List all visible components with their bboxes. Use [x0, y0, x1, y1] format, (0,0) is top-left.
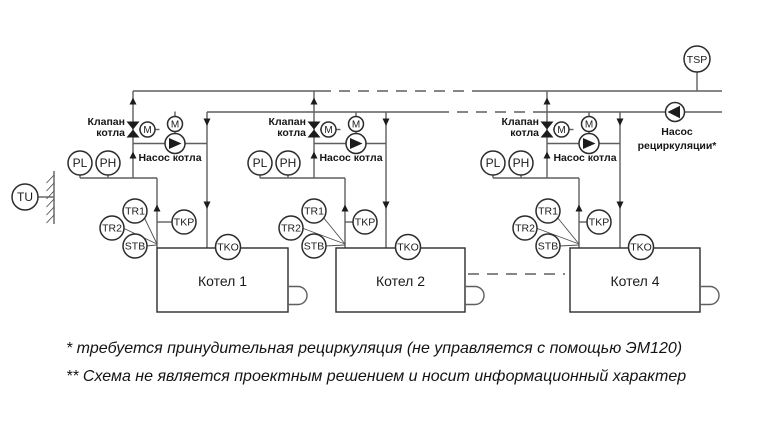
boiler2-pump-label: Насос котла	[319, 152, 383, 164]
boiler4-tr1-sensor	[536, 199, 560, 223]
svg-text:TR2: TR2	[281, 222, 301, 235]
svg-text:STB: STB	[537, 240, 559, 253]
boiler4-valve-icon	[541, 122, 554, 138]
svg-text:STB: STB	[124, 240, 146, 253]
boiler1-outlet-curl-icon	[288, 287, 307, 305]
svg-text:TKO: TKO	[217, 241, 239, 254]
boiler1-pump-icon	[165, 134, 185, 154]
svg-text:PH: PH	[512, 156, 530, 170]
boiler2-tr1-sensor	[302, 199, 326, 223]
tu-sensor-label: TU	[17, 190, 33, 204]
boiler4-tr2-sensor	[513, 216, 537, 240]
svg-text:TR1: TR1	[304, 205, 324, 218]
boiler4-stb-sensor	[536, 234, 560, 258]
boiler2-pump-motor-icon	[349, 112, 364, 135]
boiler1-pump-label: Насос котла	[138, 152, 202, 164]
boiler4-valve-motor-icon	[553, 122, 574, 137]
boiler1-pump-motor-icon	[168, 112, 183, 135]
svg-text:TKP: TKP	[588, 216, 610, 229]
svg-text:TKP: TKP	[354, 216, 376, 229]
boiler4-label: Котел 4	[610, 273, 660, 289]
boiler4-tko-sensor	[629, 235, 654, 260]
svg-text:STB: STB	[303, 240, 325, 253]
boiler4-pump-label: Насос котла	[553, 152, 617, 164]
tsp-sensor	[684, 46, 710, 91]
svg-text:M: M	[351, 119, 361, 131]
boiler2-valve-icon	[308, 122, 321, 138]
boiler1-tko-sensor	[216, 235, 241, 260]
footnote-line1: * требуется принудительная рециркуляция (не управляется с помощью ЭМ120)	[66, 340, 683, 357]
boiler4-pump-icon	[579, 134, 599, 154]
svg-text:M: M	[143, 125, 152, 136]
boiler1-label: Котел 1	[197, 273, 248, 289]
boiler2-ph-sensor	[276, 151, 300, 178]
boiler4-outlet-curl-icon	[700, 287, 719, 305]
boiler4-pump-motor-icon	[582, 112, 597, 135]
boiler1-tkp-sensor	[172, 210, 196, 234]
boiler1-valve-motor-icon	[139, 122, 160, 137]
boiler4-valve-label-line1: Клапан	[501, 116, 539, 128]
boiler4-group	[481, 91, 719, 312]
recirculation-pump-label-line1: Насос	[661, 126, 693, 138]
recirculation-pump-icon	[666, 103, 685, 122]
boiler1-stb-sensor	[123, 234, 147, 258]
boiler1-tr1-sensor	[123, 199, 147, 223]
boiler2-valve-label-line2: котла	[277, 127, 306, 139]
boiler2-stb-sensor	[302, 234, 326, 258]
boiler1-valve-label-line2: котла	[96, 127, 125, 139]
boiler4-tkp-sensor	[587, 210, 611, 234]
svg-text:TKO: TKO	[397, 241, 419, 254]
boiler1-ph-sensor	[96, 151, 120, 178]
svg-text:TR2: TR2	[102, 222, 122, 235]
boiler2-valve-label-line1: Клапан	[268, 116, 306, 128]
svg-text:M: M	[584, 119, 594, 131]
boiler2-label: Котел 2	[375, 273, 426, 289]
boiler2-outlet-curl-icon	[465, 287, 484, 305]
boiler1-valve-icon	[127, 122, 140, 138]
boiler2-tkp-sensor	[353, 210, 377, 234]
boiler2-pump-icon	[346, 134, 366, 154]
svg-text:TKO: TKO	[630, 241, 652, 254]
boiler2-tko-sensor	[396, 235, 421, 260]
boiler4-pl-sensor	[481, 151, 505, 178]
tsp-sensor-label: TSP	[686, 54, 708, 66]
svg-text:M: M	[324, 125, 333, 136]
svg-text:M: M	[170, 119, 180, 131]
svg-text:PL: PL	[72, 156, 88, 170]
recirculation-pump-label-line2: рециркуляции*	[637, 140, 717, 152]
boiler2-valve-motor-icon	[320, 122, 341, 137]
footnote-line2: ** Схема не является проектным решением и носит информационный характер	[66, 368, 687, 385]
svg-text:TR2: TR2	[515, 222, 535, 235]
boiler1-pl-sensor	[68, 151, 92, 178]
svg-text:PH: PH	[99, 156, 117, 170]
svg-text:PH: PH	[279, 156, 297, 170]
boiler1-valve-label-line1: Клапан	[87, 116, 125, 128]
boiler2-pl-sensor	[248, 151, 272, 178]
svg-text:M: M	[557, 125, 566, 136]
svg-text:TR1: TR1	[125, 205, 145, 218]
svg-text:PL: PL	[252, 156, 268, 170]
boiler2-tr2-sensor	[279, 216, 303, 240]
svg-text:PL: PL	[485, 156, 501, 170]
boiler1-tr2-sensor	[100, 216, 124, 240]
boiler4-valve-label-line2: котла	[510, 127, 539, 139]
svg-text:TR1: TR1	[538, 205, 558, 218]
boiler4-ph-sensor	[509, 151, 533, 178]
svg-text:TKP: TKP	[173, 216, 195, 229]
